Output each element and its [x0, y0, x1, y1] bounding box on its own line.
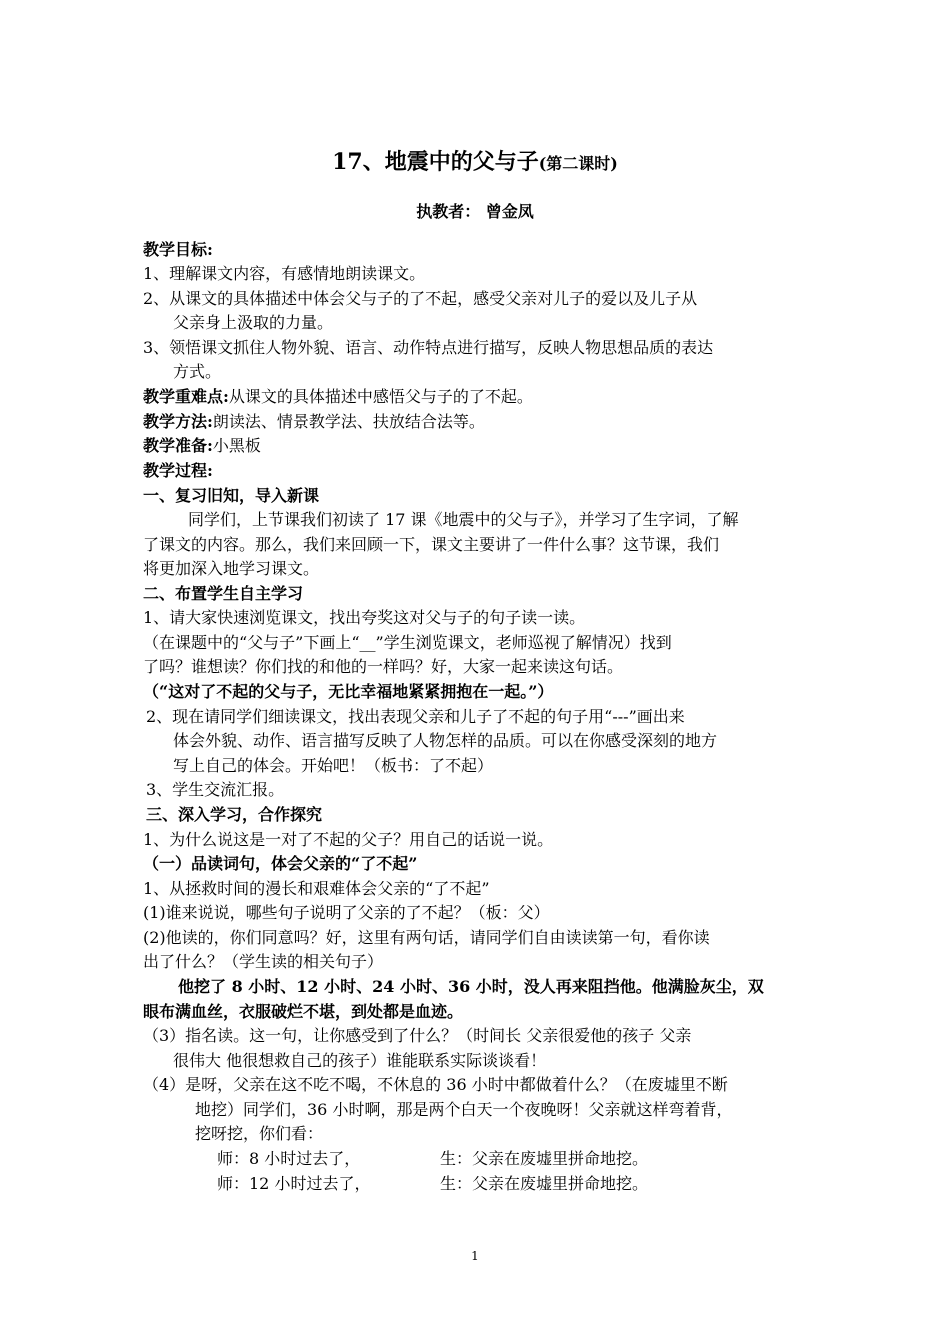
task-1: 1、请大家快速浏览课文，找出夸奖这对父与子的句子读一读。 — [143, 608, 586, 627]
key-points-text: 从课文的具体描述中感悟父与子的了不起。 — [228, 387, 533, 406]
step-4-cont-1: 地挖）同学们，36 小时啊，那是两个白天一个夜晚呀！父亲就这样弯着背， — [195, 1100, 733, 1119]
methods-line — [143, 410, 485, 434]
paragraph-review-1: 同学们，上节课我们初读了 17 课《地震中的父与子》，并学习了生字词，了解 — [188, 510, 739, 529]
section-2-heading: 二、布置学生自主学习 — [143, 584, 304, 603]
title-main: 17、地震中的父与子 — [332, 149, 539, 175]
key-points-line — [143, 385, 533, 409]
step-2-cont: 出了什么？（学生读的相关句子） — [143, 952, 384, 971]
dialogue-teacher-1: 师：8 小时过去了， — [217, 1149, 361, 1168]
text-excerpt-1: 他挖了 8 小时、12 小时、24 小时、36 小时，没人再来阻挡他。他满脸灰尘，双 — [178, 977, 764, 996]
objective-1: 1、理解课文内容，有感情地朗读课文。 — [143, 264, 426, 283]
step-3-cont: 很伟大 他很想救自己的孩子）谁能联系实际谈谈看！ — [173, 1051, 547, 1070]
question-1: 1、为什么说这是一对了不起的父子？用自己的话说一说。 — [143, 830, 554, 849]
step-2: (2)他读的，你们同意吗？好，这里有两句话，请同学们自由读读第一句，看你读 — [143, 928, 710, 947]
quote-sentence: （“这对了不起的父与子，无比幸福地紧紧拥抱在一起。”） — [143, 682, 554, 701]
page-number: 1 — [471, 1249, 479, 1263]
section-1-heading: 一、复习旧知，导入新课 — [143, 486, 320, 505]
teacher-line: 执教者： 曾金凤 — [416, 202, 534, 221]
task-3: 3、学生交流汇报。 — [146, 780, 285, 799]
dialogue-student-2: 生：父亲在废墟里拼命地挖。 — [440, 1174, 649, 1193]
task-2-cont-1: 体会外貌、动作、语言描写反映了人物怎样的品质。可以在你感受深刻的地方 — [173, 731, 718, 750]
step-4: （4）是呀，父亲在这不吃不喝，不休息的 36 小时中都做着什么？（在废墟里不断 — [143, 1075, 728, 1094]
title-suffix: (第二课时) — [538, 154, 618, 173]
objective-3-cont: 方式。 — [173, 362, 222, 381]
preparation-label: 教学准备: — [143, 436, 213, 455]
objective-2: 2、从课文的具体描述中体会父与子的了不起，感受父亲对儿子的爱以及儿子从 — [143, 289, 698, 308]
dialogue-teacher-2: 师：12 小时过去了， — [217, 1174, 371, 1193]
heading-objectives: 教学目标: — [143, 240, 213, 259]
step-4-cont-2: 挖呀挖，你们看： — [195, 1124, 324, 1143]
task-2-cont-2: 写上自己的体会。开始吧！（板书：了不起） — [173, 756, 494, 775]
objective-3: 3、领悟课文抓住人物外貌、语言、动作特点进行描写，反映人物思想品质的表达 — [143, 338, 714, 357]
step-3: （3）指名读。这一句，让你感受到了什么？（时间长 父亲很爱他的孩子 父亲 — [143, 1026, 692, 1045]
paragraph-review-2: 了课文的内容。那么，我们来回顾一下，课文主要讲了一件什么事？这节课，我们 — [143, 535, 720, 554]
methods-label: 教学方法: — [143, 412, 213, 431]
preparation-text: 小黑板 — [212, 436, 261, 455]
document-title — [0, 146, 950, 180]
methods-text: 朗读法、情景教学法、扶放结合法等。 — [212, 412, 485, 431]
point-1: 1、从拯救时间的漫长和艰难体会父亲的“了不起” — [143, 879, 490, 898]
dialogue-student-1: 生：父亲在废墟里拼命地挖。 — [440, 1149, 649, 1168]
objective-2-cont: 父亲身上汲取的力量。 — [173, 313, 334, 332]
step-1: (1)谁来说说，哪些句子说明了父亲的了不起？（板：父） — [143, 903, 550, 922]
task-1-note: （在课题中的“父与子”下画上“__”学生浏览课文，老师巡视了解情况）找到 — [143, 633, 672, 652]
paragraph-review-3: 将更加深入地学习课文。 — [143, 559, 320, 578]
section-3-heading: 三、深入学习，合作探究 — [146, 805, 323, 824]
preparation-line — [143, 434, 261, 458]
subsection-1-heading: （一）品读词句，体会父亲的“了不起” — [143, 854, 418, 873]
task-1-note-cont: 了吗？谁想读？你们找的和他的一样吗？好，大家一起来读这句话。 — [143, 657, 624, 676]
task-2: 2、现在请同学们细读课文，找出表现父亲和儿子了不起的句子用“---”画出来 — [146, 707, 685, 726]
key-points-label: 教学重难点: — [143, 387, 229, 406]
text-excerpt-2: 眼布满血丝，衣服破烂不堪，到处都是血迹。 — [143, 1002, 464, 1021]
heading-process: 教学过程: — [143, 461, 213, 480]
